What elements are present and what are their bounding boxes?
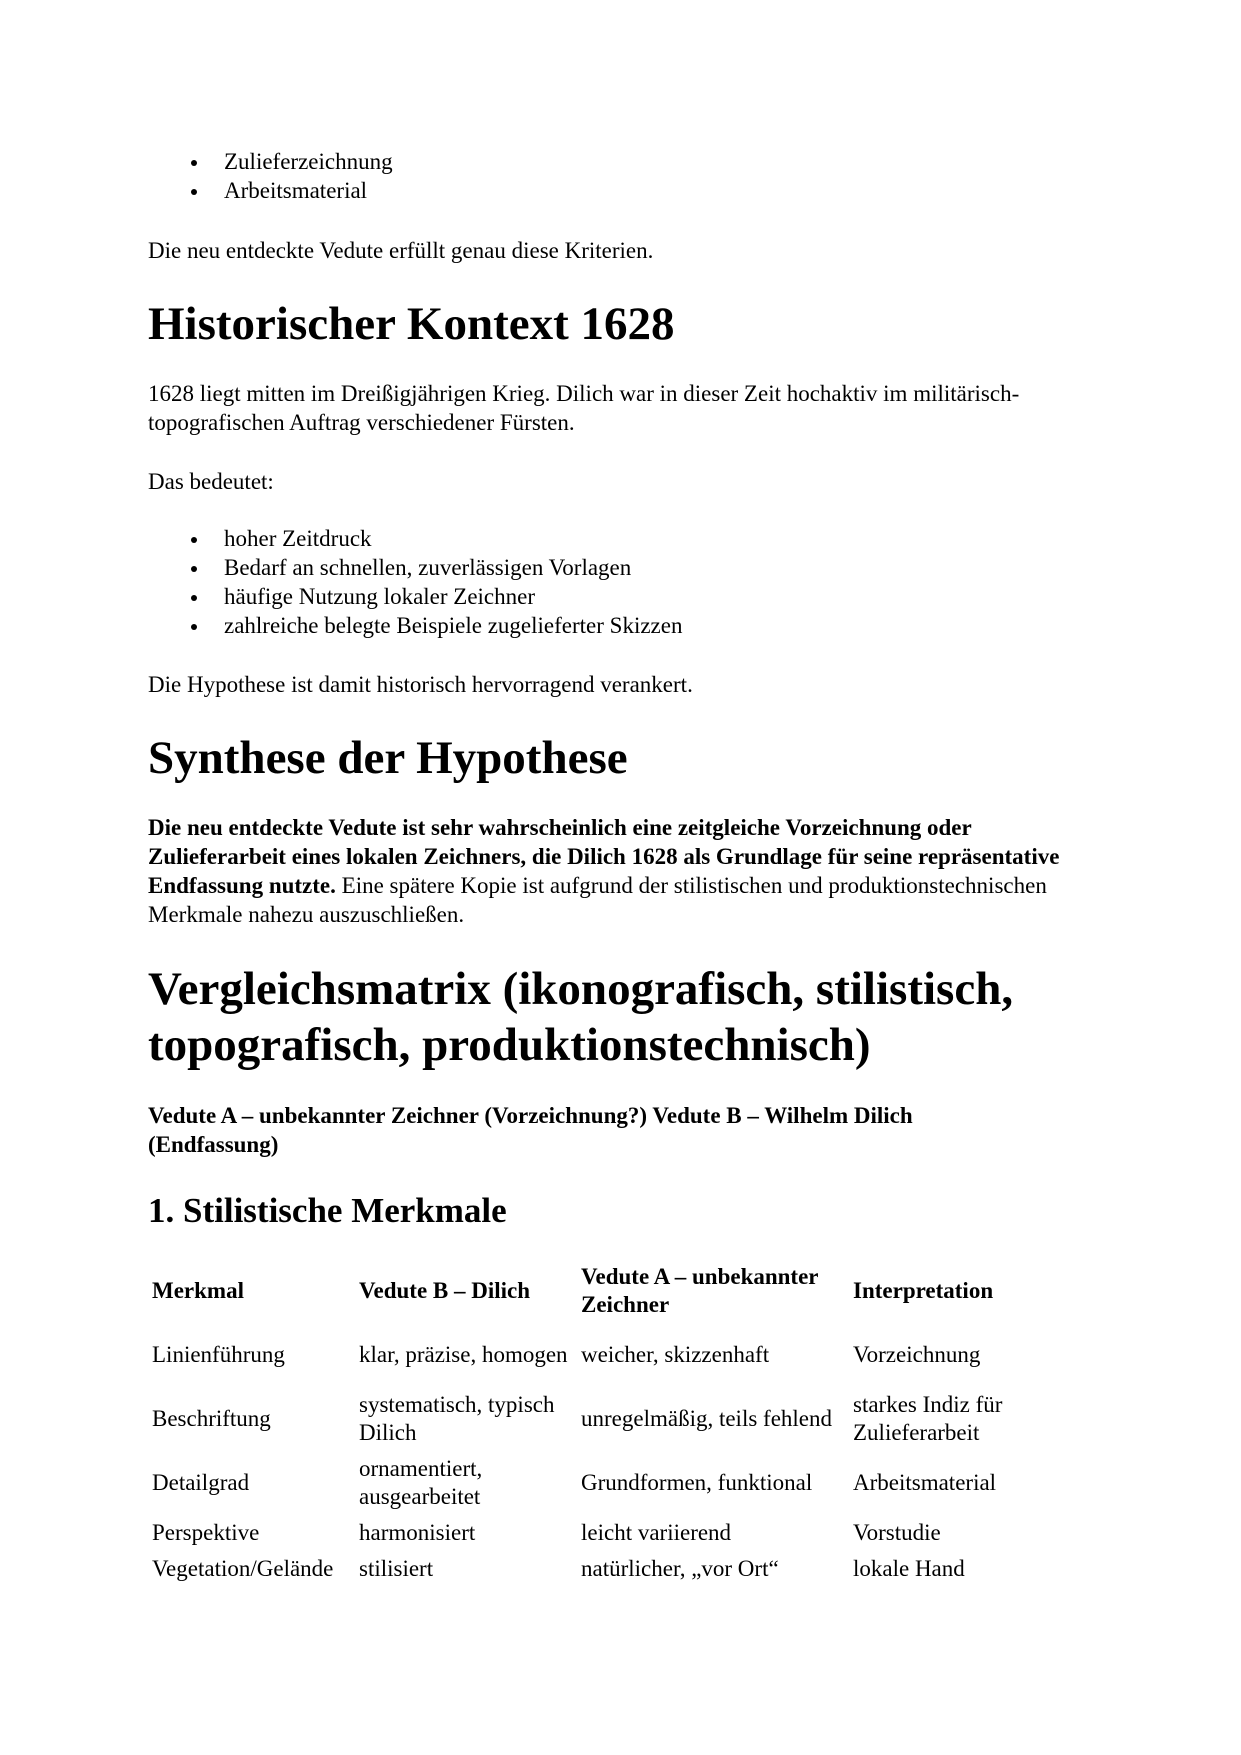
- table-cell: weicher, skizzenhaft: [581, 1342, 770, 1367]
- table-cell: systematisch, typisch Dilich: [359, 1392, 555, 1445]
- table-cell: unregelmäßig, teils fehlend: [581, 1406, 833, 1431]
- table-cell: Detailgrad: [152, 1470, 250, 1495]
- header-merkmal: Merkmal: [152, 1277, 244, 1303]
- paragraph-verankert: Die Hypothese ist damit historisch hervorragend verankert.: [148, 672, 693, 697]
- table-cell: Vegetation/Gelände: [152, 1556, 334, 1581]
- matrix-subtitle: Vedute A – unbekannter Zeichner (Vorzeichnung?) Vedute B – Wilhelm Dilich (Endfassung): [148, 1103, 913, 1157]
- table-row: [148, 1387, 1087, 1451]
- heading-stilistische-merkmale: 1. Stilistische Merkmale: [148, 1191, 507, 1230]
- table-cell: Vorstudie: [853, 1520, 941, 1545]
- bullet-list-top: [148, 147, 393, 205]
- table-row: [148, 1551, 1087, 1587]
- table-row: [148, 1323, 1087, 1387]
- paragraph-bedeutet: Das bedeutet:: [148, 469, 274, 494]
- table-cell: harmonisiert: [359, 1520, 476, 1545]
- synthese-regular-text: Eine spätere Kopie ist aufgrund der stilistischen und produktionstechnischen Merkmale nahezu auszuschließen.: [148, 873, 1047, 927]
- paragraph-synthese: [148, 813, 1083, 929]
- table-cell: stilisiert: [359, 1556, 434, 1581]
- list-item: zahlreiche belegte Beispiele zugelieferter Skizzen: [148, 611, 682, 640]
- comparison-table: [148, 1258, 1087, 1587]
- table-cell: ornamentiert, ausgearbeitet: [359, 1456, 483, 1509]
- synthese-bold-text: Die neu entdeckte Vedute ist sehr wahrscheinlich eine zeitgleiche Vorzeichnung oder Zulieferarbeit eines lokalen Zeichners, die Dilich 1628 als Grundlage für seine repräsentative Endfassung nutzte.: [148, 815, 1060, 898]
- table-cell: Beschriftung: [152, 1406, 271, 1431]
- header-interpretation: Interpretation: [853, 1277, 994, 1303]
- paragraph-criteria: Die neu entdeckte Vedute erfüllt genau diese Kriterien.: [148, 238, 654, 263]
- list-item: häufige Nutzung lokaler Zeichner: [148, 582, 682, 611]
- list-item: Zulieferzeichnung: [148, 147, 393, 176]
- list-item: hoher Zeitdruck: [148, 524, 682, 553]
- table-row: [148, 1451, 1087, 1515]
- list-item: Bedarf an schnellen, zuverlässigen Vorlagen: [148, 553, 682, 582]
- table-cell: Perspektive: [152, 1520, 260, 1545]
- table-cell: klar, präzise, homogen: [359, 1342, 568, 1367]
- header-vedute-a: Vedute A – unbekannter Zeichner: [581, 1263, 819, 1317]
- table-cell: natürlicher, „vor Ort“: [581, 1556, 779, 1581]
- heading-synthese: Synthese der Hypothese: [148, 732, 628, 784]
- table-cell: lokale Hand: [853, 1556, 965, 1581]
- table-cell: Grundformen, funktional: [581, 1470, 813, 1495]
- heading-historischer-kontext: Historischer Kontext 1628: [148, 298, 675, 350]
- table-cell: Linienführung: [152, 1342, 285, 1367]
- header-vedute-b: Vedute B – Dilich: [359, 1277, 531, 1303]
- table-cell: starkes Indiz für Zulieferarbeit: [853, 1392, 1003, 1445]
- table-header-row: [148, 1258, 1087, 1323]
- paragraph-kontext: 1628 liegt mitten im Dreißigjährigen Krieg. Dilich war in dieser Zeit hochaktiv im militärisch-topografischen Auftrag verschiedener Fürsten.: [148, 381, 1020, 435]
- table-cell: leicht variierend: [581, 1520, 732, 1545]
- list-item: Arbeitsmaterial: [148, 176, 393, 205]
- table-cell: Arbeitsmaterial: [853, 1470, 997, 1495]
- table-cell: Vorzeichnung: [853, 1342, 981, 1367]
- heading-vergleichsmatrix: Vergleichsmatrix (ikonografisch, stilistisch, topografisch, produktionstechnisch): [148, 963, 1014, 1071]
- table-row: [148, 1515, 1087, 1551]
- bullet-list-kontext: [148, 524, 682, 640]
